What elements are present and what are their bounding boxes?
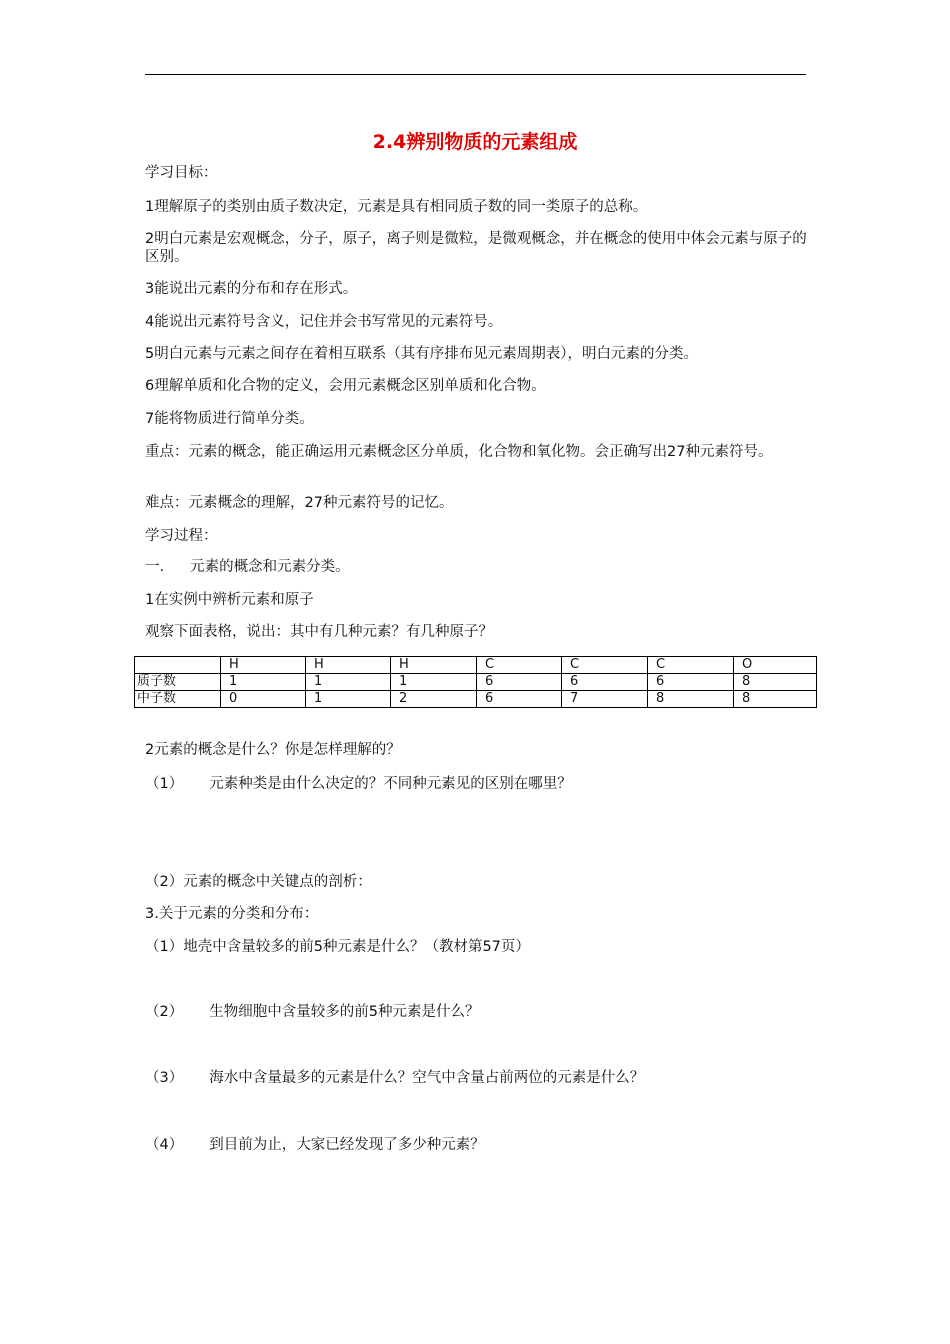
table-row (135, 691, 817, 708)
table-cell: 7 (562, 691, 648, 708)
objective-item: 4能说出元素符号含义，记住并会书写常见的元素符号。 (145, 314, 503, 330)
table-cell: C (562, 657, 648, 674)
question-text: 生物细胞中含量较多的前5种元素是什么？ (209, 1004, 480, 1020)
table-cell: 6 (562, 674, 648, 691)
table-cell: 6 (648, 674, 734, 691)
question: （1）地壳中含量较多的前5种元素是什么？（教材第57页） (145, 939, 530, 955)
objective-item: 3能说出元素的分布和存在形式。 (145, 281, 358, 297)
table-header-row (135, 657, 817, 674)
objective-item: 2明白元素是宏观概念，分子，原子，离子则是微粒，是微观概念，并在概念的使用中体会元素与原子的区别。 (145, 231, 807, 265)
observe-instruction: 观察下面表格，说出：其中有几种元素？有几种原子？ (145, 624, 493, 640)
table-cell: H (221, 657, 306, 674)
objective-item: 6理解单质和化合物的定义，会用元素概念区别单质和化合物。 (145, 378, 546, 394)
page-title: 2.4辨别物质的元素组成 (372, 131, 578, 153)
objective-item: 7能将物质进行简单分类。 (145, 411, 314, 427)
question-number: （4） (145, 1137, 184, 1153)
table-cell (135, 657, 221, 674)
objectives-heading: 学习目标： (145, 165, 218, 181)
table-cell: H (391, 657, 477, 674)
table-cell: 2 (391, 691, 477, 708)
objective-item: 1理解原子的类别由质子数决定，元素是具有相同质子数的同一类原子的总称。 (145, 199, 648, 215)
table-cell: H (306, 657, 391, 674)
row-label: 质子数 (135, 674, 221, 691)
section-heading (145, 558, 807, 576)
item-heading: 3.关于元素的分类和分布： (145, 906, 319, 922)
header-rule (145, 74, 806, 75)
process-heading: 学习过程： (145, 528, 218, 544)
section-number: 一. (145, 559, 165, 575)
table-cell: 1 (391, 674, 477, 691)
table-cell: 6 (477, 691, 562, 708)
atom-table (134, 656, 817, 708)
question-text: 海水中含量最多的元素是什么？空气中含量占前两位的元素是什么？ (209, 1070, 645, 1086)
objective-item: 5明白元素与元素之间存在着相互联系（其有序排布见元素周期表），明白元素的分类。 (145, 346, 698, 362)
item-heading: 1在实例中辨析元素和原子 (145, 592, 314, 608)
table-cell: O (734, 657, 817, 674)
table-cell: 1 (306, 674, 391, 691)
question-number: （2） (145, 1004, 184, 1020)
table-cell: 0 (221, 691, 306, 708)
question (145, 1069, 807, 1087)
question (145, 775, 807, 793)
difficulties: 难点：元素概念的理解，27种元素符号的记忆。 (145, 495, 454, 511)
table-cell: 6 (477, 674, 562, 691)
section-title: 元素的概念和元素分类。 (190, 559, 350, 575)
key-points: 重点：元素的概念，能正确运用元素概念区分单质，化合物和氧化物。会正确写出27种元素符号。 (145, 444, 773, 460)
question-number: （3） (145, 1070, 184, 1086)
table-cell: 1 (221, 674, 306, 691)
table-cell: C (477, 657, 562, 674)
question (145, 1003, 807, 1021)
question-text: 到目前为止，大家已经发现了多少种元素？ (209, 1137, 485, 1153)
table-cell: 8 (648, 691, 734, 708)
question: （2）元素的概念中关键点的剖析： (145, 874, 372, 890)
item-heading: 2元素的概念是什么？你是怎样理解的？ (145, 742, 401, 758)
table-cell: C (648, 657, 734, 674)
table-row (135, 674, 817, 691)
row-label: 中子数 (135, 691, 221, 708)
question (145, 1136, 807, 1154)
table-cell: 8 (734, 674, 817, 691)
table-cell: 1 (306, 691, 391, 708)
table-cell: 8 (734, 691, 817, 708)
question-text: 元素种类是由什么决定的？不同种元素见的区别在哪里？ (209, 776, 572, 792)
question-number: （1） (145, 776, 184, 792)
